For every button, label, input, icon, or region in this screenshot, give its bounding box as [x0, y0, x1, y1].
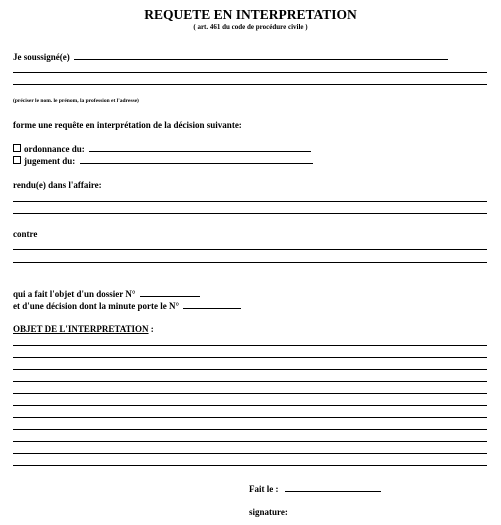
ordonnance-date-line[interactable] — [89, 143, 311, 152]
jugement-checkbox[interactable] — [13, 156, 21, 164]
contre-line-2[interactable] — [13, 262, 487, 263]
minute-field — [13, 300, 241, 312]
objet-line[interactable] — [13, 357, 487, 358]
objet-line[interactable] — [13, 465, 487, 466]
fait-le-field — [249, 483, 381, 495]
rendu-label: rendu(e) dans l'affaire: — [13, 180, 102, 190]
objet-line[interactable] — [13, 429, 487, 430]
objet-line[interactable] — [13, 453, 487, 454]
objet-line[interactable] — [13, 405, 487, 406]
fait-le-date-line[interactable] — [285, 483, 381, 492]
soussigne-field — [13, 51, 448, 63]
objet-line[interactable] — [13, 345, 487, 346]
signature-label: signature: — [249, 507, 288, 517]
objet-line[interactable] — [13, 369, 487, 370]
dossier-number-line[interactable] — [140, 288, 200, 297]
rendu-line-2[interactable] — [13, 213, 487, 214]
objet-suffix: : — [148, 324, 154, 334]
objet-line[interactable] — [13, 381, 487, 382]
contre-line-1[interactable] — [13, 249, 487, 250]
soussigne-line[interactable] — [74, 51, 448, 60]
document-title: REQUETE EN INTERPRETATION — [144, 7, 357, 22]
objet-line[interactable] — [13, 393, 487, 394]
minute-number-line[interactable] — [183, 300, 241, 309]
soussigne-line-2[interactable] — [13, 72, 487, 73]
document-subtitle: ( art. 461 du code de procédure civile ) — [193, 23, 308, 31]
fait-le-label: Fait le : — [249, 484, 279, 494]
ordonnance-field — [13, 143, 311, 155]
objet-label: OBJET DE L'INTERPRETATION — [13, 324, 149, 334]
objet-heading — [13, 324, 154, 335]
minute-label: et d'une décision dont la minute porte le N° — [13, 301, 180, 311]
jugement-label: jugement du: — [24, 156, 76, 166]
rendu-line-1[interactable] — [13, 201, 487, 202]
ordonnance-checkbox[interactable] — [13, 144, 21, 152]
soussigne-label: Je soussigné(e) — [13, 52, 70, 62]
objet-line[interactable] — [13, 441, 487, 442]
preciser-note: (préciser le nom. le prénom, la profession et l'adresse) — [13, 98, 139, 104]
dossier-field — [13, 288, 200, 300]
objet-line[interactable] — [13, 417, 487, 418]
ordonnance-label: ordonnance du: — [24, 144, 85, 154]
jugement-field — [13, 155, 313, 167]
jugement-date-line[interactable] — [80, 155, 313, 164]
soussigne-line-3[interactable] — [13, 84, 487, 85]
dossier-label: qui a fait l'objet d'un dossier N° — [13, 289, 136, 299]
contre-label: contre — [13, 229, 38, 239]
forme-text: forme une requête en interprétation de la décision suivante: — [13, 120, 242, 130]
